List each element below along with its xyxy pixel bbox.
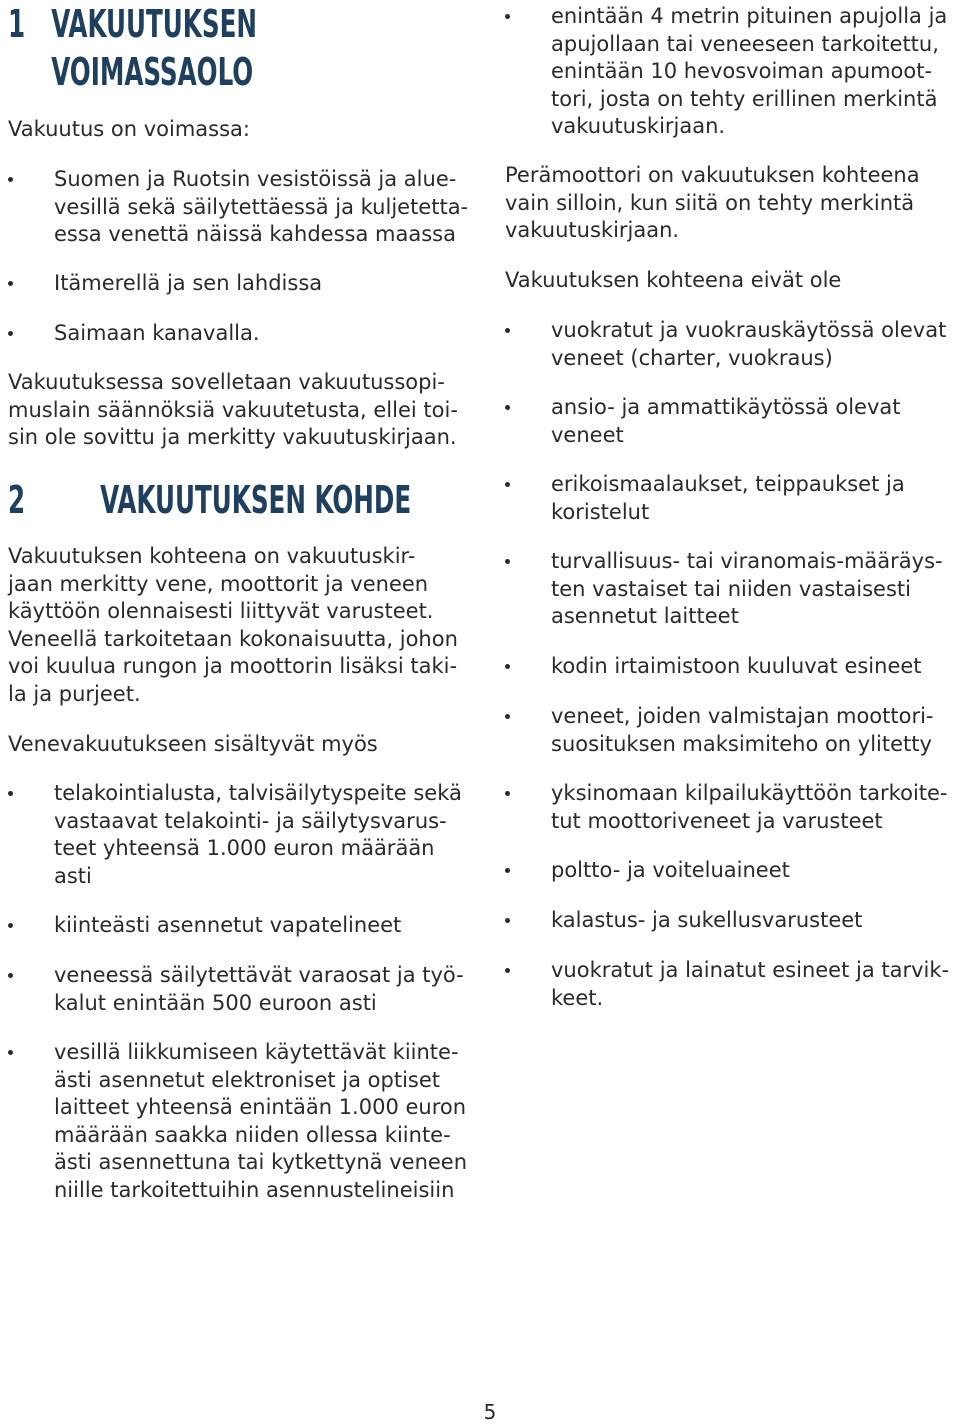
section-1-title-line2: VOIMASSAOLO <box>51 50 254 94</box>
bullet-dot <box>8 1050 13 1055</box>
outboard-note: Perämoottori on vakuutuksen kohteena vain silloin, kun siitä on tehty merkintä vakuutuskirjaan. <box>505 163 920 242</box>
section-2-number: 2 <box>8 478 26 522</box>
list-item-text: vuokratut ja lainatut esineet ja tarvik- keet. <box>551 958 950 1010</box>
bullet-dot <box>505 559 510 564</box>
list-item-text: veneet, joiden valmistajan moottori- suosituksen maksimiteho on ylitetty <box>551 704 934 756</box>
list-item-text: Itämerellä ja sen lahdissa <box>54 271 323 295</box>
section-2-title: VAKUUTUKSEN KOHDE <box>100 478 412 522</box>
list-item-text: veneessä säilytettävät varaosat ja työ- kalut enintään 500 euroon asti <box>54 963 464 1015</box>
section-1-title-line1: VAKUUTUKSEN <box>51 2 258 46</box>
section-2-paragraph: Vakuutuksen kohteena on vakuutuskir- jaan merkitty vene, moottorit ja veneen käyttöön olennaisesti liittyvät varusteet. Veneellä tarkoitetaan kokonaisuutta, johon voi kuulua rungon ja moottorin lisäksi taki- la ja purjeet. <box>8 544 458 706</box>
list-item-text: turvallisuus- tai viranomais-määräys- ten vastaiset tai niiden vastaisesti asennetut laitteet <box>551 549 943 628</box>
section-1-intro: Vakuutus on voimassa: <box>8 117 250 141</box>
section-2-excludes-intro: Vakuutuksen kohteena eivät ole <box>505 268 842 292</box>
section-2-includes-intro: Venevakuutukseen sisältyvät myös <box>8 732 378 756</box>
bullet-dot <box>8 791 13 796</box>
list-item-text: erikoismaalaukset, teippaukset ja koristelut <box>551 472 905 524</box>
bullet-dot <box>505 328 510 333</box>
bullet-dot <box>505 918 510 923</box>
bullet-dot <box>505 868 510 873</box>
bullet-dot <box>8 973 13 978</box>
section-1-number: 1 <box>8 2 26 46</box>
bullet-dot <box>505 405 510 410</box>
list-item-text: yksinomaan kilpailukäyttöön tarkoite- tut moottoriveneet ja varusteet <box>551 781 948 833</box>
list-item-text: telakointialusta, talvisäilytyspeite sekä vastaavat telakointi- ja säilytysvarus- teet yhteensä 1.000 euron määrään asti <box>54 781 462 888</box>
list-item-text: poltto- ja voiteluaineet <box>551 858 790 882</box>
section-1-heading <box>8 0 257 96</box>
list-item-text: enintään 4 metrin pituinen apujolla ja apujollaan tai veneeseen tarkoitettu, enintään 10 hevosvoiman apumoot- tori, josta on tehty erillinen merkintä vakuutuskirjaan. <box>551 4 948 138</box>
bullet-dot <box>8 281 13 286</box>
bullet-dot <box>505 714 510 719</box>
list-item-text: Saimaan kanavalla. <box>54 321 260 345</box>
bullet-dot <box>505 14 510 19</box>
list-item-text: kalastus- ja sukellusvarusteet <box>551 908 863 932</box>
list-item-text: kiinteästi asennetut vapatelineet <box>54 913 402 937</box>
bullet-dot <box>8 923 13 928</box>
page-number: 5 <box>483 1400 497 1424</box>
list-item-text: vuokratut ja vuokrauskäytössä olevat veneet (charter, vuokraus) <box>551 318 947 370</box>
bullet-dot <box>8 177 13 182</box>
bullet-dot <box>505 664 510 669</box>
bullet-dot <box>505 791 510 796</box>
bullet-dot <box>505 482 510 487</box>
section-1-note: Vakuutuksessa sovelletaan vakuutussopi- muslain säännöksiä vakuutetusta, ellei toi- sin ole sovittu ja merkitty vakuutuskirjaan. <box>8 370 458 449</box>
list-item-text: ansio- ja ammattikäytössä olevat veneet <box>551 395 901 447</box>
section-2-heading <box>8 476 411 524</box>
list-item-text: vesillä liikkumiseen käytettävät kiinte- ästi asennetut elektroniset ja optiset laitteet yhteensä enintään 1.000 euron määrään saakka niiden ollessa kiinte- ästi asennettuna tai kytkettynä veneen niille tarkoitettuihin asennustelineisiin <box>54 1040 468 1202</box>
list-item-text: kodin irtaimistoon kuuluvat esineet <box>551 654 922 678</box>
bullet-dot <box>505 968 510 973</box>
bullet-dot <box>8 331 13 336</box>
list-item-text: Suomen ja Ruotsin vesistöissä ja alue- vesillä sekä säilytettäessä ja kuljetetta- essa venettä näissä kahdessa maassa <box>54 167 469 246</box>
